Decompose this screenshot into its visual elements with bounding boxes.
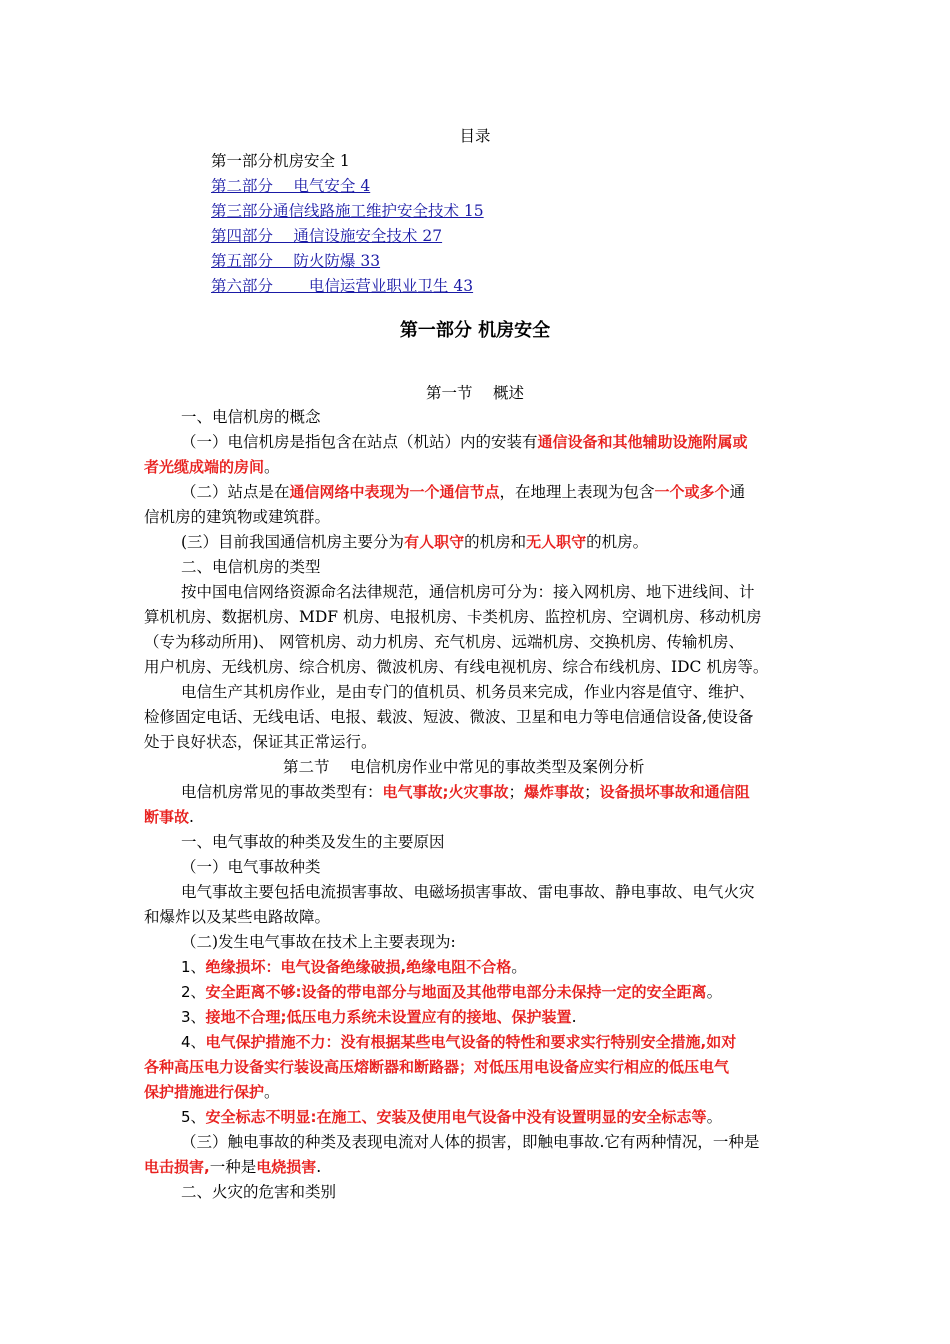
s2-subheading-2: （二)发生电气事故在技术上主要表现为: xyxy=(181,933,456,951)
section-2-title: 第二节 电信机房作业中常见的事故类型及案例分析 xyxy=(283,758,645,776)
s1-heading-1: 一、电信机房的概念 xyxy=(181,408,321,426)
s2-item-2: 2、安全距离不够:设备的带电部分与地面及其他带电部分未保持一定的安全距离。 xyxy=(181,983,723,1001)
s2-para-3-line-2: 电击损害,一种是电烧损害. xyxy=(144,1158,322,1176)
s1-para-5-line-3: 处于良好状态，保证其正常运行。 xyxy=(144,733,377,751)
s1-para-4-line-3: （专为移动所用)、 网管机房、动力机房、充气机房、远端机房、交换机房、传输机房、 xyxy=(144,633,744,651)
toc-link-5[interactable]: 第五部分 防火防爆 33 xyxy=(211,252,381,270)
s1-para-5-line-1: 电信生产其机房作业，是由专门的值机员、机务员来完成，作业内容是值守、维护、 xyxy=(181,683,755,701)
s2-item-4-line-2: 各种高压电力设备实行装设高压熔断器和断路器；对低压用电设备应实行相应的低压电气 xyxy=(144,1058,730,1076)
toc-link-4[interactable]: 第四部分 通信设施安全技术 27 xyxy=(211,227,443,245)
s2-para-1-line-1: 电信机房常见的事故类型有：电气事故;火灾事故；爆炸事故；设备损坏事故和通信阻 xyxy=(181,783,750,801)
s2-para-2-line-2: 和爆炸以及某些电路故障。 xyxy=(144,908,331,926)
s2-item-5: 5、安全标志不明显:在施工、安装及使用电气设备中没有设置明显的安全标志等。 xyxy=(181,1108,723,1126)
s1-para-5-line-2: 检修固定电话、无线电话、电报、载波、短波、微波、卫星和电力等电信通信设备,使设备 xyxy=(144,708,754,726)
s1-para-1-line-2: 者光缆成端的房间。 xyxy=(144,458,280,476)
s1-para-4-line-1: 按中国电信网络资源命名法律规范，通信机房可分为：接入网机房、地下进线间、计 xyxy=(181,583,755,601)
s2-para-1-line-2: 断事故. xyxy=(144,808,194,826)
s2-para-2-line-1: 电气事故主要包括电流损害事故、电磁场损害事故、雷电事故、静电事故、电气火灾 xyxy=(181,883,755,901)
s1-para-2-line-2: 信机房的建筑物或建筑群。 xyxy=(144,508,331,526)
toc-heading: 目录 xyxy=(459,127,491,145)
s1-para-1-line-1: （一）电信机房是指包含在站点（机站）内的安装有通信设备和其他辅助设施附属或 xyxy=(181,433,748,451)
toc-link-6[interactable]: 第六部分 电信运营业职业卫生 43 xyxy=(211,277,474,295)
s1-para-2-line-1: （二）站点是在通信网络中表现为一个通信节点，在地理上表现为包含一个或多个通 xyxy=(181,483,746,501)
toc-entry-1: 第一部分机房安全 1 xyxy=(211,152,350,170)
toc-link-2[interactable]: 第二部分 电气安全 4 xyxy=(211,177,371,195)
s1-para-4-line-4: 用户机房、无线机房、综合机房、微波机房、有线电视机房、综合布线机房、IDC 机房等。 xyxy=(144,658,769,676)
s2-heading-2: 二、火灾的危害和类别 xyxy=(181,1183,337,1201)
s2-para-3-line-1: （三）触电事故的种类及表现电流对人体的损害，即触电事故.它有两种情况，一种是 xyxy=(181,1133,760,1151)
s2-item-1: 1、绝缘损坏：电气设备绝缘破损,绝缘电阻不合格。 xyxy=(181,958,527,976)
s2-item-3: 3、接地不合理;低压电力系统未设置应有的接地、保护装置. xyxy=(181,1008,577,1026)
section-1-title: 第一节 概述 xyxy=(426,384,524,402)
part-title: 第一部分 机房安全 xyxy=(399,320,551,341)
toc-link-3[interactable]: 第三部分通信线路施工维护安全技术 15 xyxy=(211,202,484,220)
s2-subheading-1: （一）电气事故种类 xyxy=(181,858,321,876)
s2-heading-1: 一、电气事故的种类及发生的主要原因 xyxy=(181,833,445,851)
s2-item-4-line-3: 保护措施进行保护。 xyxy=(144,1083,280,1101)
s1-heading-2: 二、电信机房的类型 xyxy=(181,558,321,576)
s2-item-4-line-1: 4、电气保护措施不力：没有根据某些电气设备的特性和要求实行特别安全措施,如对 xyxy=(181,1033,737,1051)
s1-para-3: (三）目前我国通信机房主要分为有人职守的机房和无人职守的机房。 xyxy=(181,533,649,551)
s1-para-4-line-2: 算机机房、数据机房、MDF 机房、电报机房、卡类机房、监控机房、空调机房、移动机房 xyxy=(144,608,762,626)
